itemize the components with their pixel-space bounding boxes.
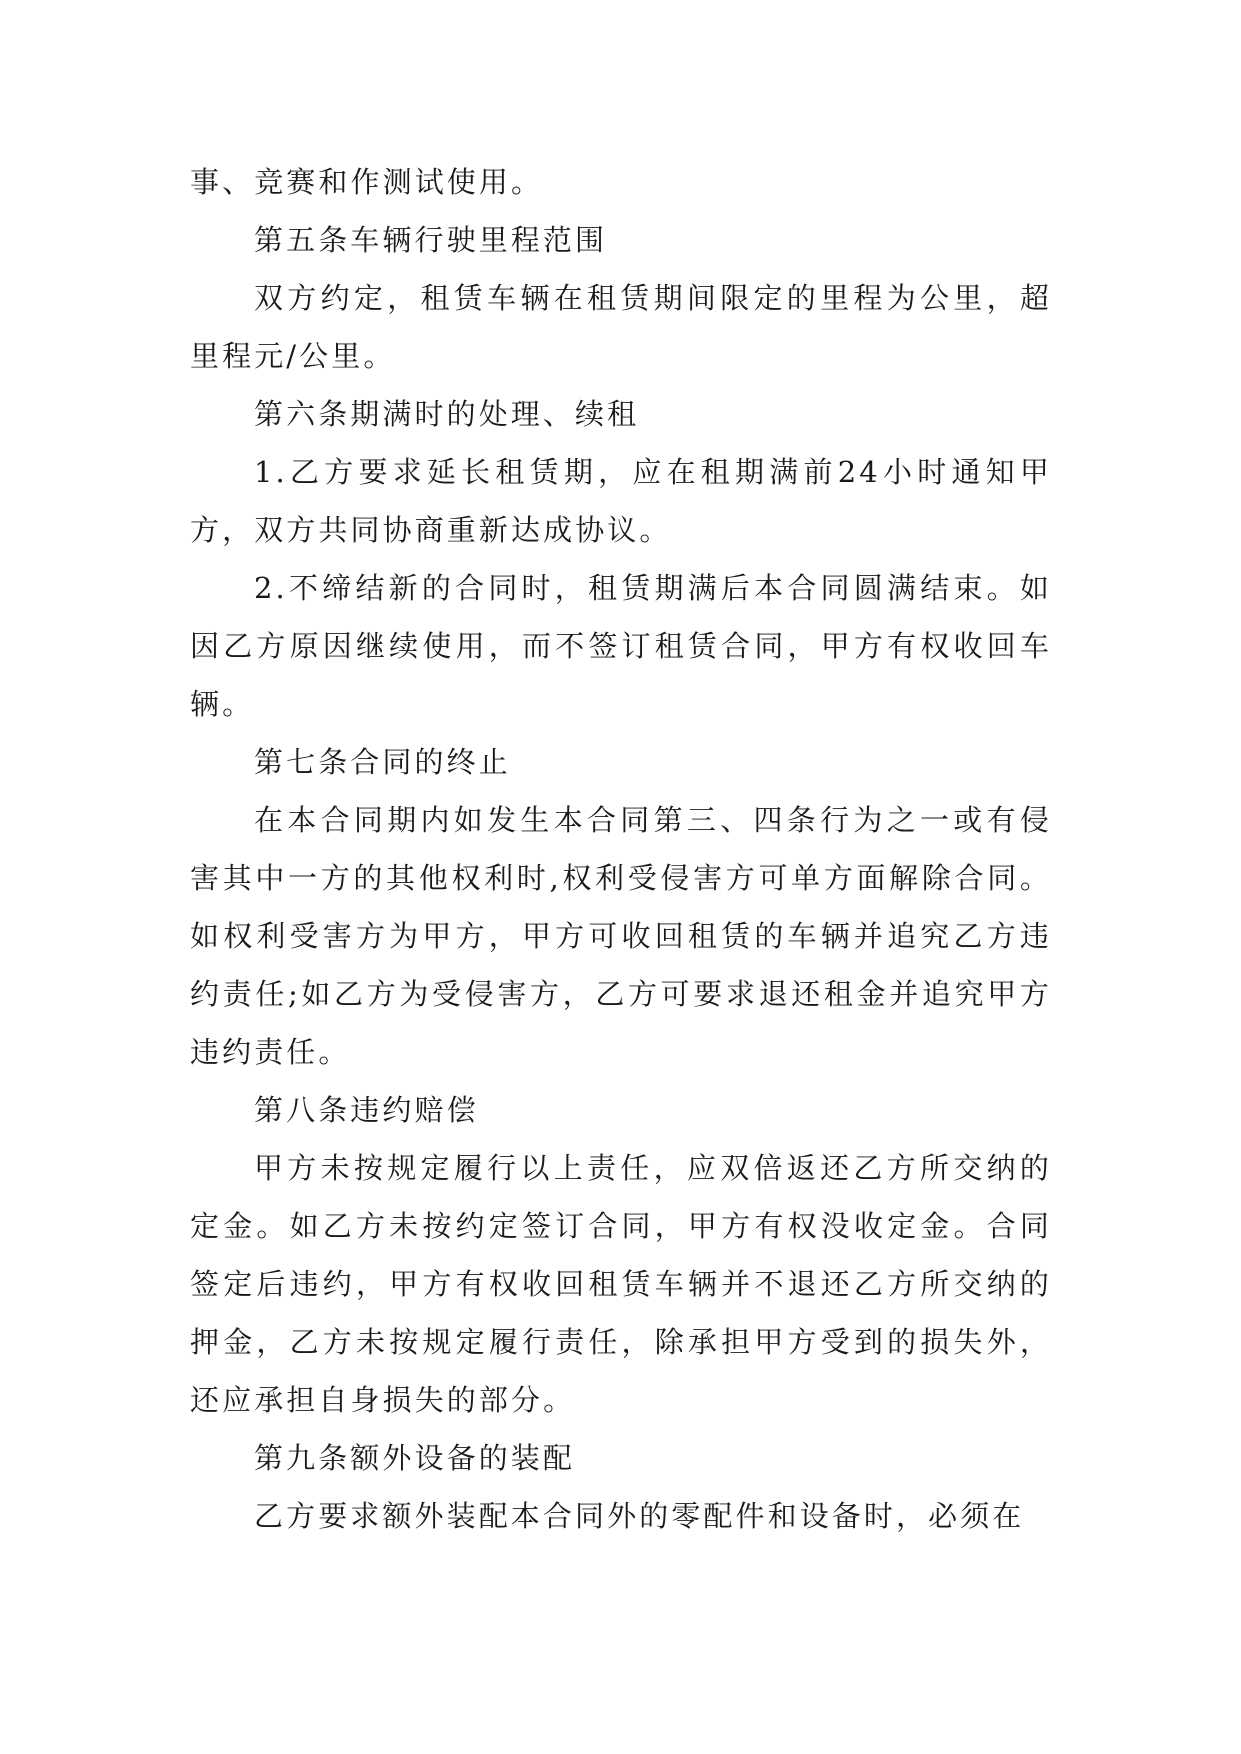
- article-6-item-2: 2.不缔结新的合同时，租赁期满后本合同圆满结束。如因乙方原因继续使用，而不签订租赁合同，甲方有权收回车辆。: [190, 571, 1052, 721]
- article-7-body: 在本合同期内如发生本合同第三、四条行为之一或有侵害其中一方的其他权利时,权利受侵害方可单方面解除合同。如权利受害方为甲方，甲方可收回租赁的车辆并追究乙方违约责任;如乙方为受侵害方，乙方可要求退还租金并追究甲方违约责任。: [190, 803, 1052, 1069]
- article-5-heading: 第五条车辆行驶里程范围: [254, 223, 608, 257]
- article-8-body: 甲方未按规定履行以上责任，应双倍返还乙方所交纳的定金。如乙方未按约定签订合同，甲方有权没收定金。合同签定后违约，甲方有权收回租赁车辆并不退还乙方所交纳的押金，乙方未按规定履行责任，除承担甲方受到的损失外，还应承担自身损失的部分。: [190, 1151, 1052, 1417]
- article-6-item-1: 1.乙方要求延长租赁期，应在租期满前24小时通知甲方，双方共同协商重新达成协议。: [190, 455, 1052, 547]
- article-6-heading: 第六条期满时的处理、续租: [254, 397, 640, 431]
- article-8-heading: 第八条违约赔偿: [254, 1093, 479, 1127]
- article-9-heading: 第九条额外设备的装配: [254, 1441, 576, 1475]
- article-7-heading: 第七条合同的终止: [254, 745, 511, 779]
- article-5-body: 双方约定，租赁车辆在租赁期间限定的里程为公里，超里程元/公里。: [190, 281, 1052, 373]
- paragraph-continuation: 事、竞赛和作测试使用。: [190, 165, 544, 199]
- article-9-body: 乙方要求额外装配本合同外的零配件和设备时，必须在: [254, 1499, 1025, 1533]
- document-body: [190, 153, 1052, 1545]
